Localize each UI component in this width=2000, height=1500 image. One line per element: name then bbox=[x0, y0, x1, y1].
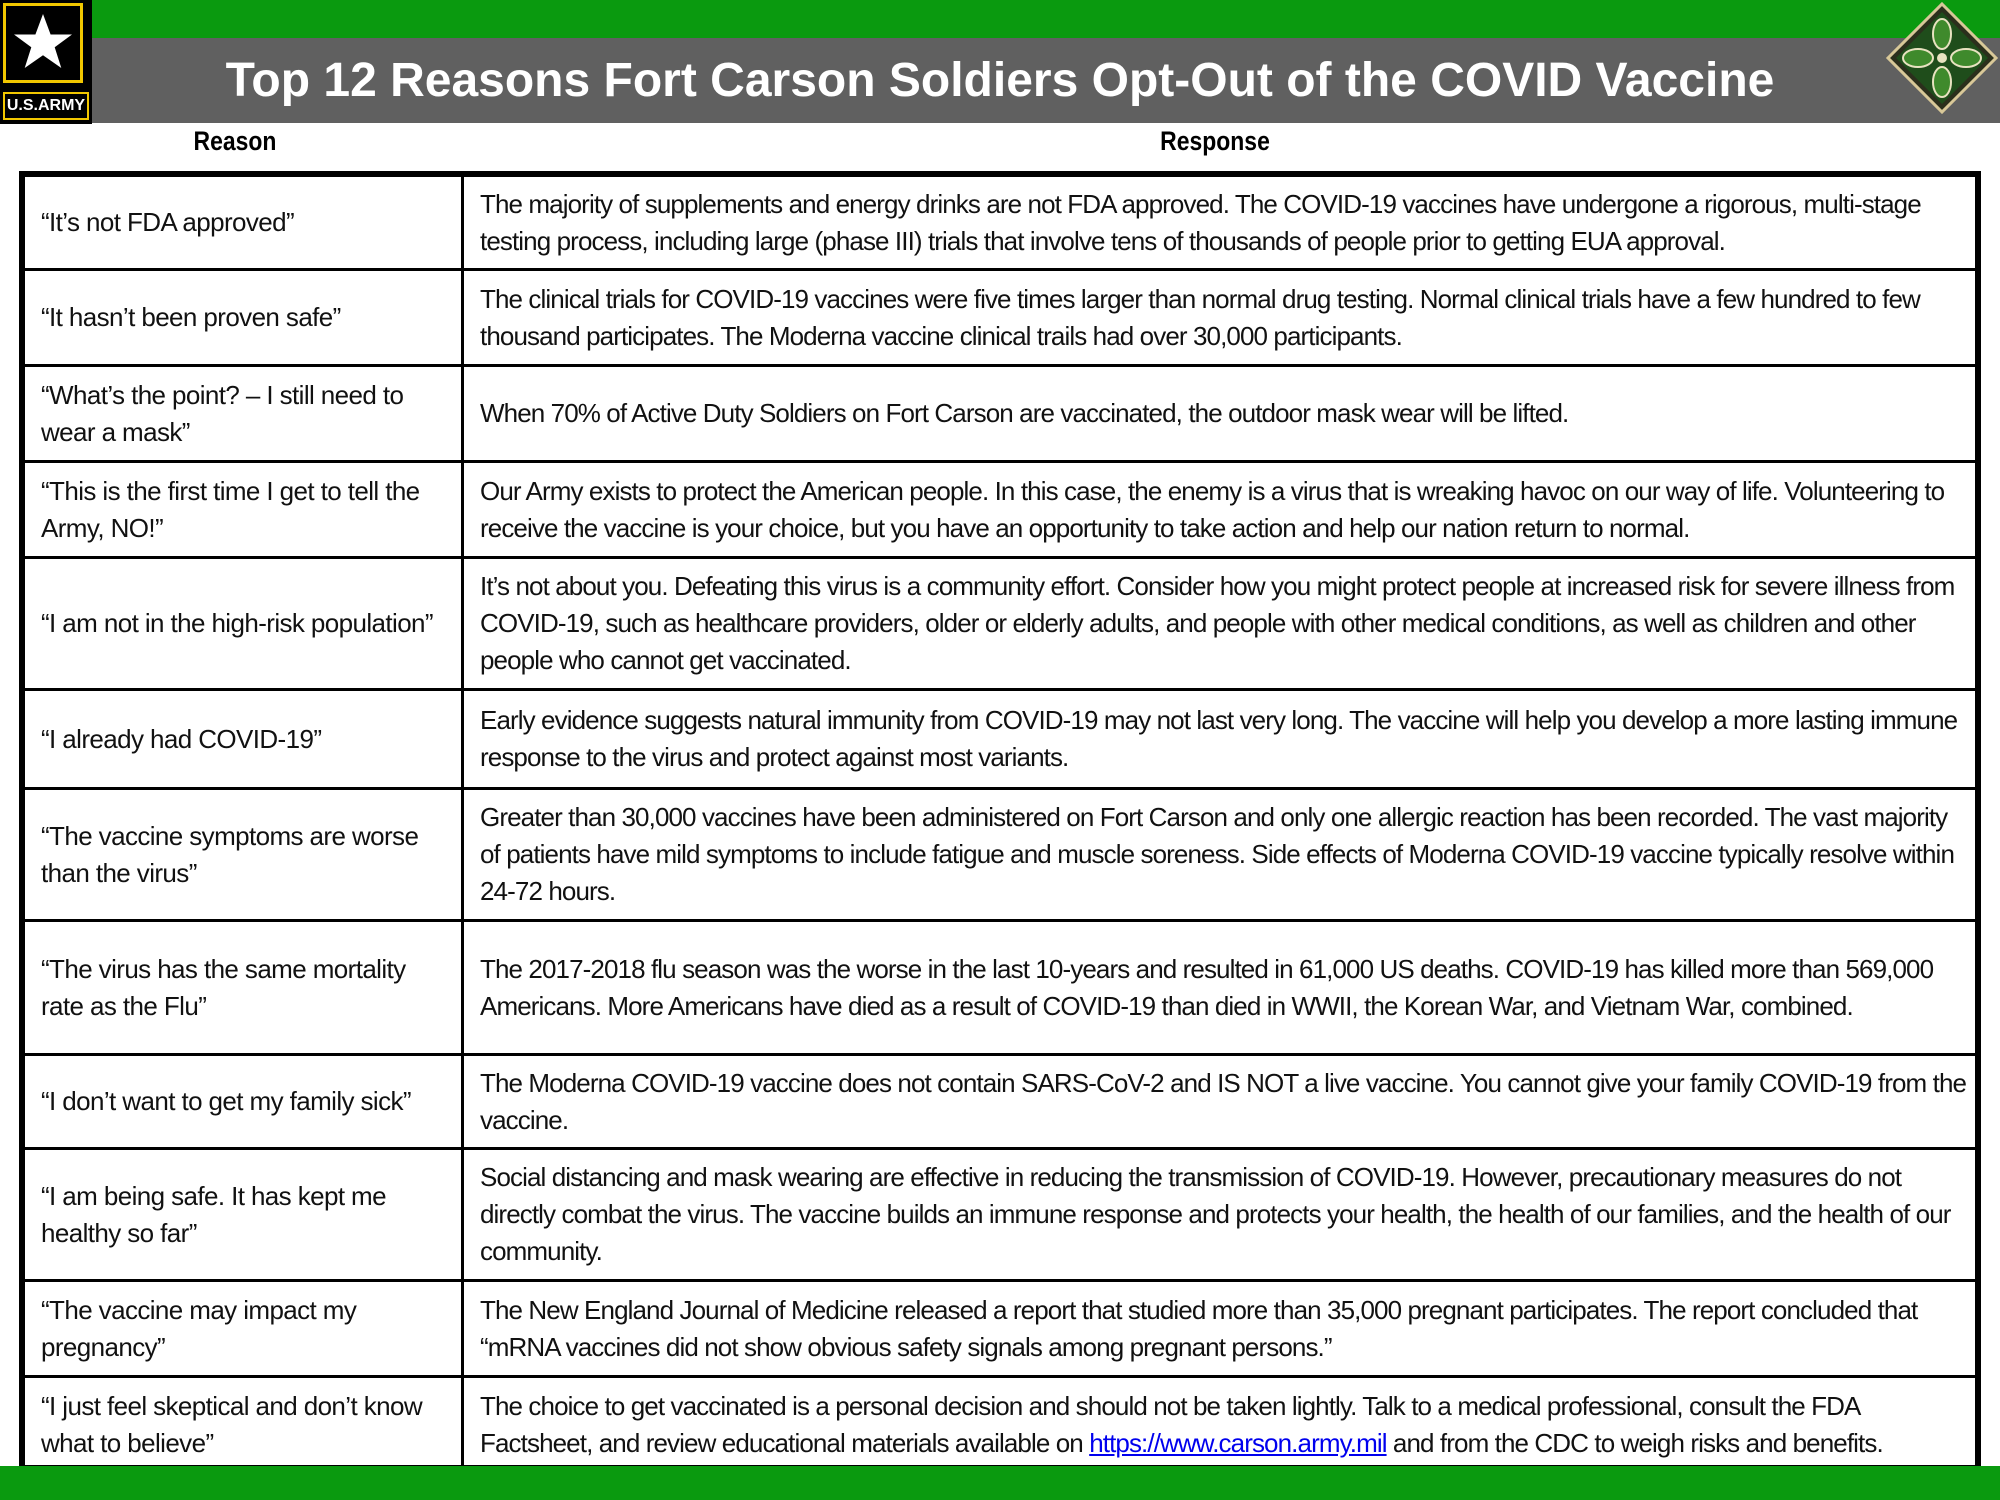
response-cell: The choice to get vaccinated is a personal decision and should not be taken lightly. Talk to a medical professional, consult the FDA Factsheet, and review educational materials available on https://www.carson.army.mil and from the CDC to weigh risks and benefits. bbox=[463, 1377, 1977, 1473]
reason-cell: “I just feel skeptical and don’t know what to believe” bbox=[24, 1377, 463, 1473]
reason-cell: “I am being safe. It has kept me healthy so far” bbox=[24, 1149, 463, 1281]
reason-cell: “The vaccine symptoms are worse than the virus” bbox=[24, 789, 463, 921]
table-row bbox=[24, 270, 1977, 366]
column-header-response: Response bbox=[1160, 126, 1270, 156]
table-row bbox=[24, 1149, 1977, 1281]
table-row bbox=[24, 558, 1977, 690]
response-cell: The Moderna COVID-19 vaccine does not contain SARS-CoV-2 and IS NOT a live vaccine. You cannot give your family COVID-19 from the vaccine. bbox=[463, 1055, 1977, 1149]
table-row bbox=[24, 1055, 1977, 1149]
response-cell: Early evidence suggests natural immunity from COVID-19 may not last very long. The vaccine will help you develop a more lasting immune response to the virus and protect against most variants. bbox=[463, 690, 1977, 789]
us-army-logo bbox=[0, 0, 92, 124]
reason-cell: “What’s the point? – I still need to wear a mask” bbox=[24, 366, 463, 462]
table-row bbox=[24, 789, 1977, 921]
response-cell: The clinical trials for COVID-19 vaccines were five times larger than normal drug testing. Normal clinical trials have a few hundred to few thousand participates. The Moderna vaccine clinical trails had over 30,000 participants. bbox=[463, 270, 1977, 366]
reason-cell: “I don’t want to get my family sick” bbox=[24, 1055, 463, 1149]
table-row bbox=[24, 1281, 1977, 1377]
bottom-green-bar bbox=[0, 1466, 2000, 1500]
table-row bbox=[24, 921, 1977, 1055]
page-title: Top 12 Reasons Fort Carson Soldiers Opt-Out of the COVID Vaccine bbox=[225, 54, 1775, 107]
army-star-icon bbox=[3, 3, 83, 83]
table-row bbox=[24, 366, 1977, 462]
response-cell: It’s not about you. Defeating this virus is a community effort. Consider how you might protect people at increased risk for severe illness from COVID-19, such as healthcare providers, older or elderly adults, and people with other medical conditions, as well as children and other people who cannot get vaccinated. bbox=[463, 558, 1977, 690]
table-row bbox=[24, 462, 1977, 558]
table-row bbox=[24, 176, 1977, 270]
reason-cell: “This is the first time I get to tell the Army, NO!” bbox=[24, 462, 463, 558]
carson-army-link[interactable]: https://www.carson.army.mil bbox=[1089, 1427, 1387, 1458]
response-cell: The New England Journal of Medicine released a report that studied more than 35,000 pregnant participates. The report concluded that “mRNA vaccines did not show obvious safety signals among pregnant persons.” bbox=[463, 1281, 1977, 1377]
response-cell: Our Army exists to protect the American people. In this case, the enemy is a virus that is wreaking havoc on our way of life. Volunteering to receive the vaccine is your choice, but you have an opportunity to take action and help our nation return to normal. bbox=[463, 462, 1977, 558]
response-cell: The 2017-2018 flu season was the worse in the last 10-years and resulted in 61,000 US deaths. COVID-19 has killed more than 569,000 Americans. More Americans have died as a result of COVID-19 than died in WWII, the Korean War, and Vietnam War, combined. bbox=[463, 921, 1977, 1055]
reason-cell: “I already had COVID-19” bbox=[24, 690, 463, 789]
top-green-bar bbox=[0, 0, 2000, 38]
table-row bbox=[24, 690, 1977, 789]
reasons-table bbox=[19, 171, 1981, 1468]
reason-cell: “It’s not FDA approved” bbox=[24, 176, 463, 270]
column-header-reason: Reason bbox=[193, 126, 277, 156]
table-row bbox=[24, 1377, 1977, 1473]
reason-cell: “The virus has the same mortality rate as the Flu” bbox=[24, 921, 463, 1055]
reason-cell: “I am not in the high-risk population” bbox=[24, 558, 463, 690]
army-logo-label: U.S.ARMY bbox=[3, 92, 89, 120]
title-bar bbox=[0, 38, 2000, 123]
response-cell: When 70% of Active Duty Soldiers on Fort Carson are vaccinated, the outdoor mask wear will be lifted. bbox=[463, 366, 1977, 462]
response-cell: The majority of supplements and energy drinks are not FDA approved. The COVID-19 vaccines have undergone a rigorous, multi-stage testing process, including large (phase III) trials that involve tens of thousands of people prior to getting EUA approval. bbox=[463, 176, 1977, 270]
response-cell: Greater than 30,000 vaccines have been administered on Fort Carson and only one allergic reaction has been recorded. The vast majority of patients have mild symptoms to include fatigue and muscle soreness. Side effects of Moderna COVID-19 vaccine typically resolve within 24-72 hours. bbox=[463, 789, 1977, 921]
ivy-division-patch-icon bbox=[1884, 0, 2000, 124]
response-cell: Social distancing and mask wearing are effective in reducing the transmission of COVID-19. However, precautionary measures do not directly combat the virus. The vaccine builds an immune response and protects your health, the health of our families, and the health of our community. bbox=[463, 1149, 1977, 1281]
reason-cell: “The vaccine may impact my pregnancy” bbox=[24, 1281, 463, 1377]
reason-cell: “It hasn’t been proven safe” bbox=[24, 270, 463, 366]
